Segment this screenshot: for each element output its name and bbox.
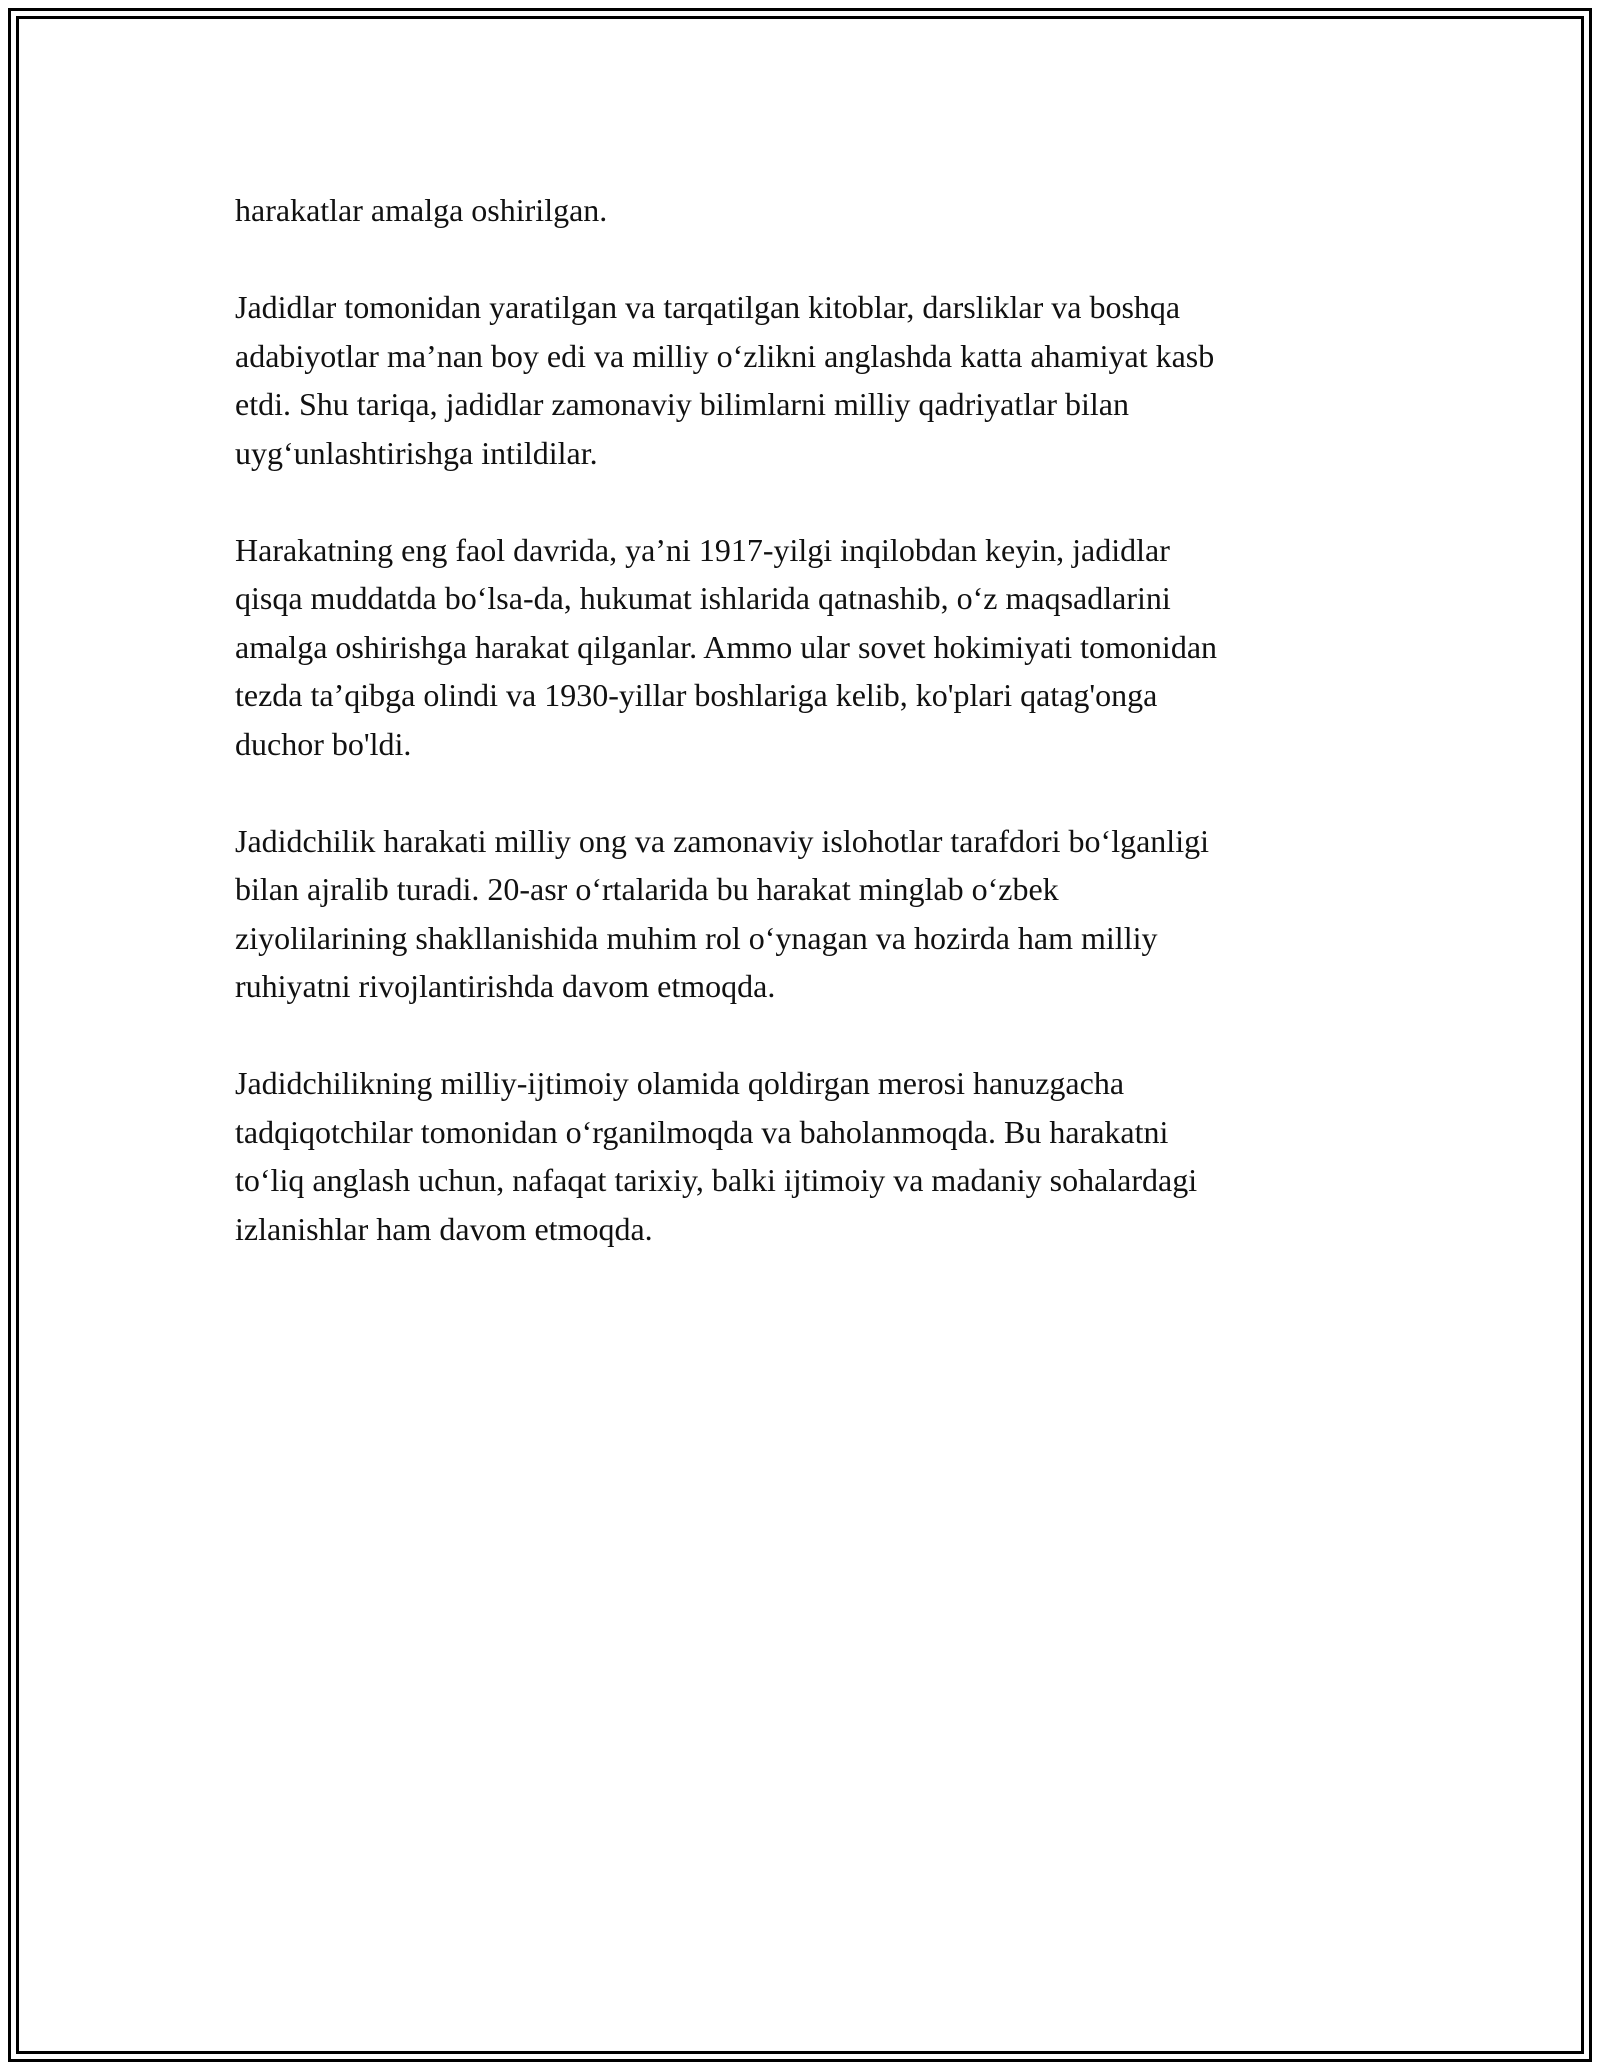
paragraph-active-period: Harakatning eng faol davrida, ya’ni 1917-yilgi inqilobdan keyin, jadidlar qisqa muddatda bo‘lsa-da, hukumat ishlarida qatnashib, o‘z maqsadlarini amalga oshirishga harakat qilganlar. Ammo ular sovet hokimiyati tomonidan tezda ta’qibga olindi va 1930-yillar boshlariga kelib, ko'plari qatag'onga duchor bo'ldi. — [235, 531, 1218, 762]
document-body — [235, 186, 1385, 1302]
paragraph-jadid-literature: Jadidlar tomonidan yaratilgan va tarqatilgan kitoblar, darsliklar va boshqa adabiyotlar ma’nan boy edi va milliy o‘zlikni anglashda katta ahamiyat kasb etdi. Shu tariqa, jadidlar zamonaviy bilimlarni milliy qadriyatlar bilan uyg‘unlashtirishga intildilar. — [235, 289, 1215, 471]
paragraph-national-consciousness: Jadidchilik harakati milliy ong va zamonaviy islohotlar tarafdori bo‘lganligi bilan ajralib turadi. 20-asr o‘rtalarida bu harakat minglab o‘zbek ziyolilarining shakllanishida muhim rol o‘ynagan va hozirda ham milliy ruhiyatni rivojlantirishda davom etmoqda. — [235, 822, 1209, 1004]
paragraph-legacy: Jadidchilikning milliy-ijtimoiy olamida qoldirgan merosi hanuzgacha tadqiqotchilar tomonidan o‘rganilmoqda va baholanmoqda. Bu harakatni to‘liq anglash uchun, nafaqat tarixiy, balki ijtimoiy va madaniy sohalardagi izlanishlar ham davom etmoqda. — [235, 1065, 1198, 1247]
paragraph-continuation: harakatlar amalga oshirilgan. — [235, 192, 608, 228]
